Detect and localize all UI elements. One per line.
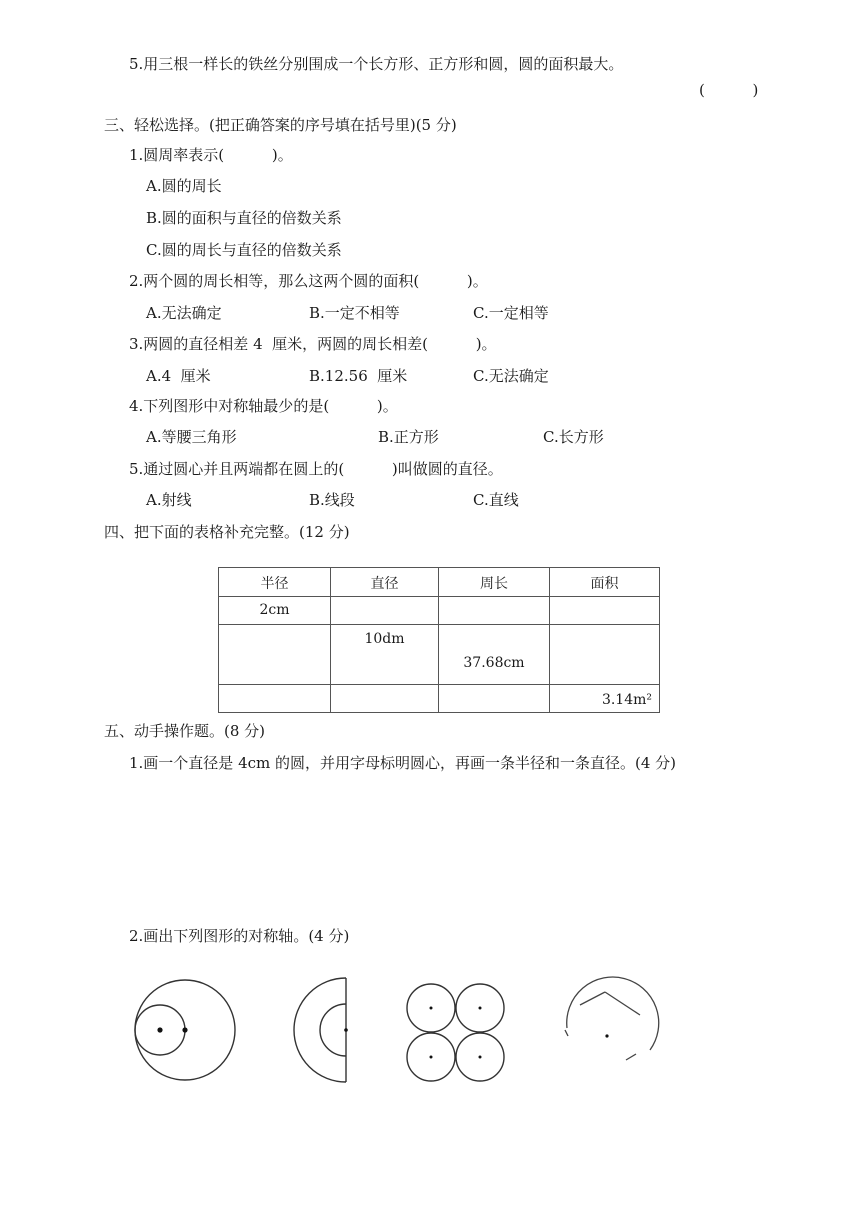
operation-question-2: 2.画出下列图形的对称轴。(4 分) bbox=[129, 927, 350, 945]
choice-question-2: 2.两个圆的周长相等，那么这两个圆的面积( )。 bbox=[129, 272, 488, 290]
choice-option-3a: A.4 厘米 bbox=[146, 367, 211, 385]
choice-option-4c: C.长方形 bbox=[543, 428, 604, 446]
choice-option-4b: B.正方形 bbox=[378, 428, 439, 446]
choice-option-1b: B.圆的面积与直径的倍数关系 bbox=[146, 209, 342, 227]
choice-option-3c: C.无法确定 bbox=[473, 367, 549, 385]
choice-question-5: 5.通过圆心并且两端都在圆上的( )叫做圆的直径。 bbox=[129, 460, 503, 478]
figure-circle-with-inner-circle[interactable] bbox=[135, 980, 235, 1080]
table-cell-circumference[interactable]: 37.68cm bbox=[439, 625, 550, 685]
table-header-radius: 半径 bbox=[219, 568, 331, 597]
figure-half-ring[interactable] bbox=[294, 978, 348, 1082]
figure-four-circles[interactable] bbox=[407, 984, 504, 1081]
choice-option-5b: B.线段 bbox=[309, 491, 355, 509]
table-cell-area[interactable]: 3.14m² bbox=[550, 685, 660, 713]
choice-option-3b: B.12.56 厘米 bbox=[309, 367, 408, 385]
choice-option-2c: C.一定相等 bbox=[473, 304, 549, 322]
table-header-circumference: 周长 bbox=[439, 568, 550, 597]
table-cell-radius[interactable]: 2cm bbox=[219, 597, 331, 625]
operation-question-1: 1.画一个直径是 4cm 的圆，并用字母标明圆心，再画一条半径和一条直径。(4 分) bbox=[129, 754, 677, 772]
table-header-area: 面积 bbox=[550, 568, 660, 597]
choice-option-2a: A.无法确定 bbox=[146, 304, 222, 322]
choice-option-1c: C.圆的周长与直径的倍数关系 bbox=[146, 241, 342, 259]
choice-option-2b: B.一定不相等 bbox=[309, 304, 400, 322]
section-heading-table: 四、把下面的表格补充完整。(12 分) bbox=[104, 523, 350, 541]
table-cell-diameter[interactable]: 10dm bbox=[331, 625, 439, 685]
choice-question-1: 1.圆周率表示( )。 bbox=[129, 146, 293, 164]
choice-question-3: 3.两圆的直径相差 4 厘米，两圆的周长相差( )。 bbox=[129, 335, 497, 353]
choice-option-4a: A.等腰三角形 bbox=[146, 428, 237, 446]
choice-question-4: 4.下列图形中对称轴最少的是( )。 bbox=[129, 397, 398, 415]
table-header-diameter: 直径 bbox=[331, 568, 439, 597]
choice-option-1a: A.圆的周长 bbox=[146, 177, 222, 195]
judge-item-5: 5.用三根一样长的铁丝分别围成一个长方形、正方形和圆，圆的面积最大。 bbox=[129, 55, 624, 73]
choice-option-5c: C.直线 bbox=[473, 491, 519, 509]
figure-circle-arc-with-chords[interactable] bbox=[565, 977, 659, 1060]
section-heading-operation: 五、动手操作题。(8 分) bbox=[104, 722, 266, 740]
choice-option-5a: A.射线 bbox=[146, 491, 192, 509]
answer-bracket[interactable]: ( ) bbox=[699, 81, 759, 99]
section-heading-choice: 三、轻松选择。(把正确答案的序号填在括号里)(5 分) bbox=[104, 116, 457, 134]
